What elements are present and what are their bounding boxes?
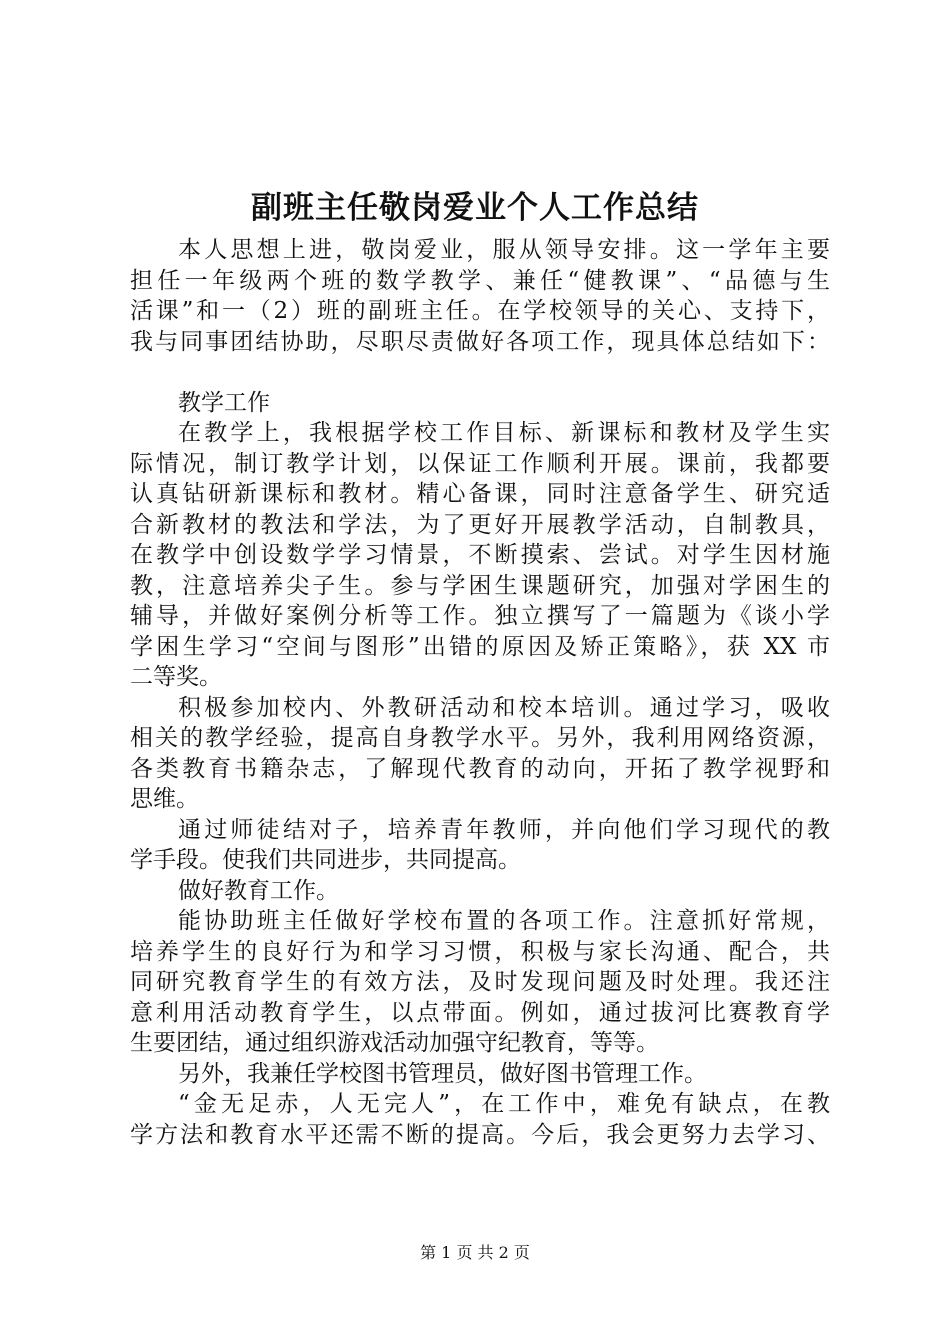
text-line: 能协助班主任做好学校布置的各项工作。注意抓好常规，	[178, 908, 830, 934]
text-line: 做好教育工作。	[178, 877, 339, 904]
text-line: 学方法和教育水平还需不断的提高。今后，我会更努力去学习、	[130, 1121, 830, 1148]
text-line: 学手段。使我们共同进步，共同提高。	[130, 847, 521, 873]
text-line: 担任一年级两个班的数学教学、兼任“健教课”、“品德与生	[130, 267, 830, 294]
text-line: 二等奖。	[130, 664, 222, 690]
text-line: 意利用活动教育学生，以点带面。例如，通过拔河比赛教育学	[130, 999, 830, 1026]
text-line: 生要团结，通过组织游戏活动加强守纪教育，等等。	[130, 1030, 659, 1056]
text-line: 另外，我兼任学校图书管理员，做好图书管理工作。	[178, 1060, 707, 1087]
page-footer: 第 1 页 共 2 页	[420, 1243, 530, 1262]
text-line: 教，注意培养尖子生。参与学困生课题研究，加强对学困生的	[130, 572, 830, 599]
text-line: 培养学生的良好行为和学习习惯，积极与家长沟通、配合，共	[130, 938, 830, 965]
text-line: 各类教育书籍杂志，了解现代教育的动向，开拓了教学视野和	[130, 755, 830, 782]
text-line: 际情况，制订教学计划，以保证工作顺利开展。课前，我都要	[130, 450, 830, 477]
text-line: 相关的教学经验，提高自身教学水平。另外，我利用网络资源，	[130, 725, 830, 751]
text-line: 活课”和一（2）班的副班主任。在学校领导的关心、支持下，	[130, 298, 830, 324]
text-line: “金无足赤，人无完人”，在工作中，难免有缺点，在教	[178, 1091, 830, 1117]
text-line: 通过师徒结对子，培养青年教师，并向他们学习现代的教	[178, 816, 830, 843]
text-line: 教学工作	[178, 389, 270, 416]
document-title: 副班主任敬岗爱业个人工作总结	[251, 190, 699, 226]
text-line: 我与同事团结协助，尽职尽责做好各项工作，现具体总结如下：	[130, 328, 830, 355]
text-line: 合新教材的教法和学法，为了更好开展教学活动，自制教具，	[130, 511, 830, 538]
blank-line	[130, 357, 830, 388]
text-line: 同研究教育学生的有效方法，及时发现问题及时处理。我还注	[130, 969, 830, 995]
text-line: 学困生学习“空间与图形”出错的原因及矫正策略》，获 XX 市	[130, 633, 830, 660]
text-line: 在教学中创设数学学习情景，不断摸索、尝试。对学生因材施	[130, 542, 830, 568]
text-line: 积极参加校内、外教研活动和校本培训。通过学习，吸收	[178, 694, 830, 721]
text-line: 思维。	[130, 786, 199, 812]
text-line: 本人思想上进，敬岗爱业，服从领导安排。这一学年主要	[178, 237, 830, 263]
document-body	[130, 235, 830, 1150]
text-line: 认真钻研新课标和教材。精心备课，同时注意备学生、研究适	[130, 481, 830, 507]
text-line: 辅导，并做好案例分析等工作。独立撰写了一篇题为《谈小学	[130, 603, 830, 629]
text-line: 在教学上，我根据学校工作目标、新课标和教材及学生实	[178, 420, 830, 446]
